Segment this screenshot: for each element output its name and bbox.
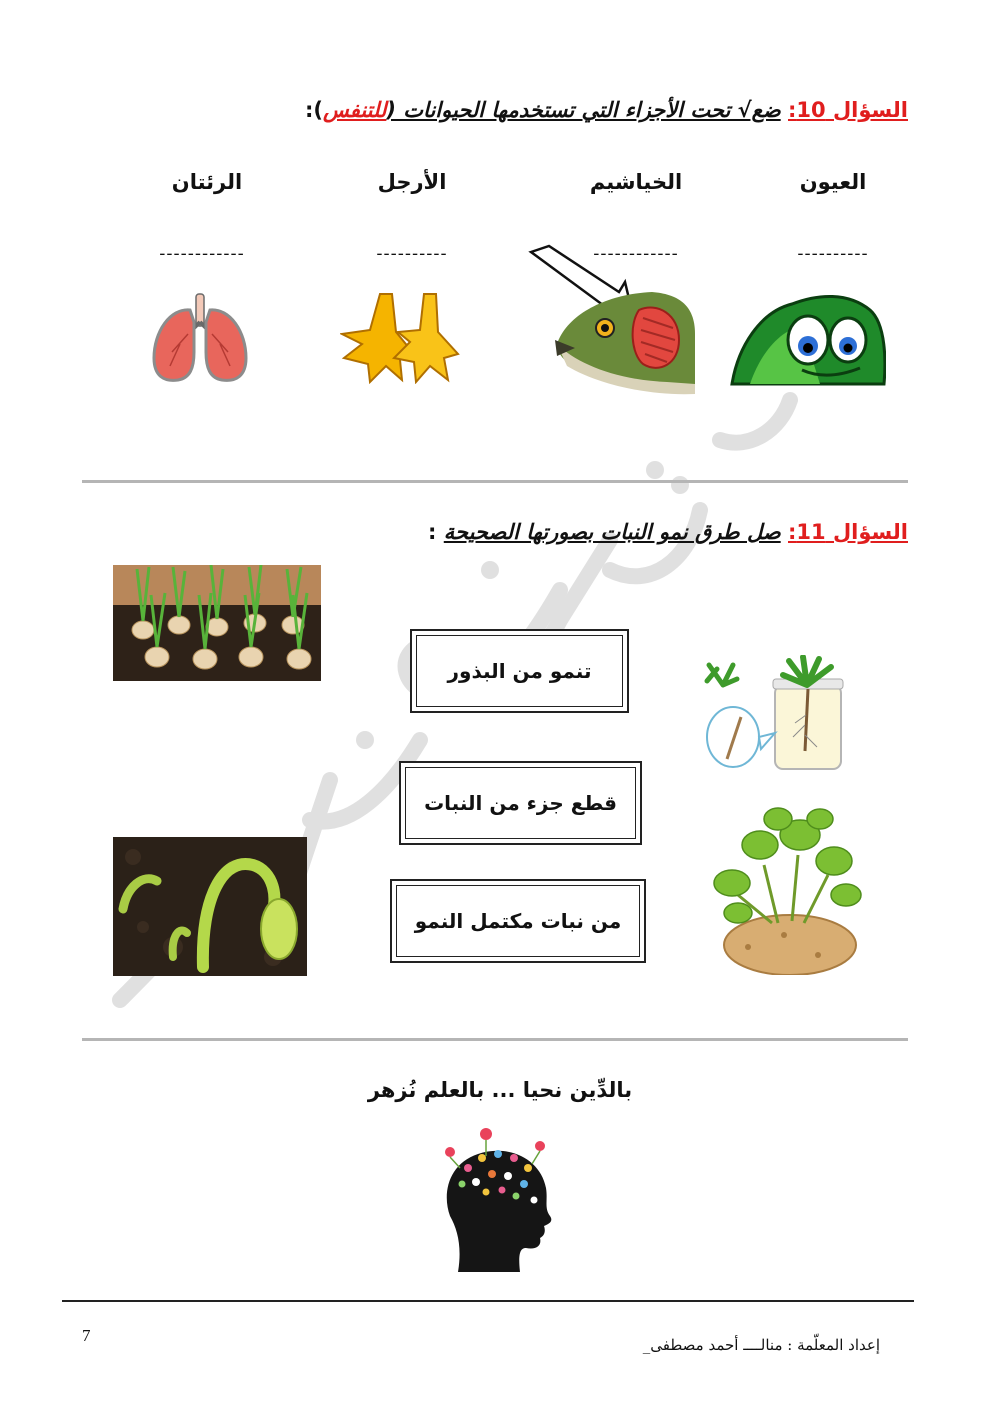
fish-gills-image — [527, 244, 697, 396]
cutting-jar-image — [703, 655, 845, 773]
label-eyes: العيون — [799, 170, 867, 194]
divider-1 — [82, 480, 908, 483]
duck-feet-image — [340, 292, 462, 384]
label-lungs: الرئتان — [171, 170, 243, 194]
q10-highlight: للتنفس — [322, 98, 387, 122]
motto: بالدِّين نحيا ... بالعلم نُزهر — [367, 1078, 633, 1102]
sprouting-potato-image — [708, 805, 864, 975]
q10-text: ضع√ تحت الأجزاء التي تستخدمها الحيوانات ( — [386, 98, 781, 122]
lungs-image — [150, 292, 250, 384]
label-legs: الأرجل — [377, 170, 447, 194]
blank-lungs[interactable]: ------------ — [159, 244, 245, 264]
q11-number: السؤال 11: — [788, 520, 908, 544]
q11-tail: : — [428, 520, 444, 544]
onion-bulbs-photo — [113, 565, 321, 681]
q10-tail: ): — [304, 98, 323, 122]
blank-eyes[interactable]: ---------- — [797, 244, 869, 264]
q11-text: صل طرق نمو النبات بصورتها الصحيحة — [443, 520, 781, 544]
q10-title — [305, 98, 908, 122]
blank-legs[interactable]: ---------- — [376, 244, 448, 264]
option-seeds[interactable]: تنمو من البذور — [410, 629, 629, 713]
q11-title — [428, 520, 908, 544]
option-mature-plant[interactable]: من نبات مكتمل النمو — [390, 879, 646, 963]
frog-eyes-image — [730, 292, 886, 386]
flower-head-image — [428, 1124, 558, 1274]
blank-gills[interactable]: ------------ — [593, 244, 679, 264]
q10-number: السؤال 10: — [788, 98, 908, 122]
seedling-photo — [113, 837, 307, 976]
teacher-credit: إعداد المعلّمة : منالــــ أحمد مصطفى_ — [642, 1336, 880, 1354]
footer-rule — [62, 1300, 914, 1302]
option-cutting[interactable]: قطع جزء من النبات — [399, 761, 642, 845]
page-number: 7 — [82, 1326, 91, 1345]
divider-2 — [82, 1038, 908, 1041]
label-gills: الخياشيم — [589, 170, 683, 194]
